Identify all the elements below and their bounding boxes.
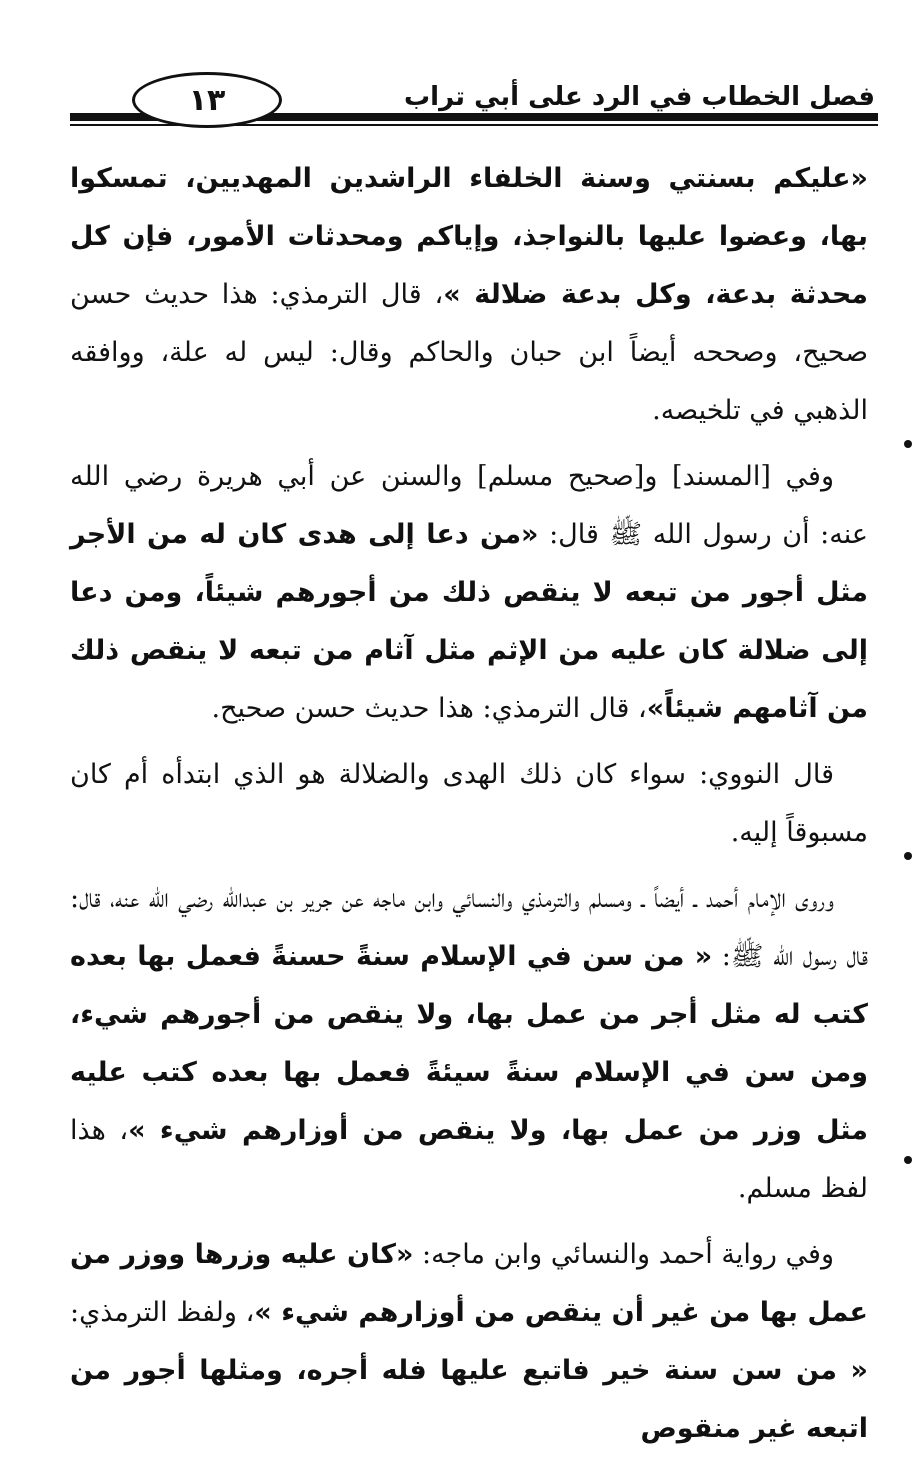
- paragraph: [70, 870, 868, 1218]
- hadith-quote-text: « من سن في الإسلام سنةً حسنةً فعمل بها بعده كتب له مثل أجر من عمل بها، ولا ينقص من أجورهم شيء، ومن سن في الإسلام سنةً سيئةً فعمل بها بعده كتب عليه مثل وزر من عمل بها، ولا ينقص من أوزارهم شيء »: [70, 941, 868, 1146]
- body-text: قال النووي: سواء كان ذلك الهدى والضلالة هو الذي ابتدأه أم كان مسبوقاً إليه.: [70, 759, 868, 848]
- margin-bullet: [904, 440, 912, 448]
- body-text: ، ولفظ الترمذي:: [70, 1297, 255, 1328]
- book-title: فصل الخطاب في الرد على أبي تراب: [404, 82, 875, 112]
- hadith-quote-text: «من دعا إلى هدى كان له من الأجر مثل أجور من تبعه لا ينقص ذلك من أجورهم شيئاً، ومن دعا إلى ضلالة كان عليه من الإثم مثل آثام من تبعه لا ينقص ذلك من آثامهم شيئاً»: [70, 519, 868, 724]
- body-text: ، قال الترمذي: هذا حديث حسن صحيح، وصححه أيضاً ابن حبان والحاكم وقال: ليس له علة، ووافقه الذهبي في تلخيصه.: [70, 279, 868, 426]
- paragraph: [70, 746, 868, 862]
- hadith-quote-text: «عليكم بسنتي وسنة الخلفاء الراشدين المهديين، تمسكوا بها، وعضوا عليها بالنواجذ، وإياكم ومحدثات الأمور، فإن كل محدثة بدعة، وكل بدعة ضلالة »: [70, 163, 868, 310]
- page-number-oval: [132, 72, 282, 128]
- paragraph: [70, 1226, 868, 1458]
- body-text: ، قال الترمذي: هذا حديث حسن صحيح.: [211, 693, 647, 724]
- body-text: وفي رواية أحمد والنسائي وابن ماجه:: [413, 1239, 834, 1270]
- body-text: وفي [المسند] و[صحيح مسلم] والسنن عن أبي هريرة رضي الله عنه: أن رسول الله ﷺ قال:: [70, 461, 868, 550]
- page-number: ١٣: [188, 82, 226, 118]
- running-header: [70, 62, 875, 132]
- body-text: ، هذا لفظ مسلم.: [70, 1115, 868, 1204]
- body-text: وروى الإمام أحمد ـ أيضاً ـ ومسلم والترمذي والنسائي وابن ماجه عن جرير بن عبدالله رضي الله عنه، قال: قال رسول الله ﷺ:: [70, 883, 869, 972]
- margin-bullet: [904, 852, 912, 860]
- hadith-quote-text: « من سن سنة خير فاتبع عليها فله أجره، ومثلها أجور من اتبعه غير منقوص: [70, 1355, 868, 1444]
- page-body: [70, 150, 868, 1466]
- hadith-quote-text: «كان عليه وزرها ووزر من عمل بها من غير أن ينقص من أوزارهم شيء »: [70, 1239, 869, 1328]
- paragraph: [70, 150, 868, 440]
- paragraph: [70, 448, 868, 738]
- margin-bullet: [904, 1156, 912, 1164]
